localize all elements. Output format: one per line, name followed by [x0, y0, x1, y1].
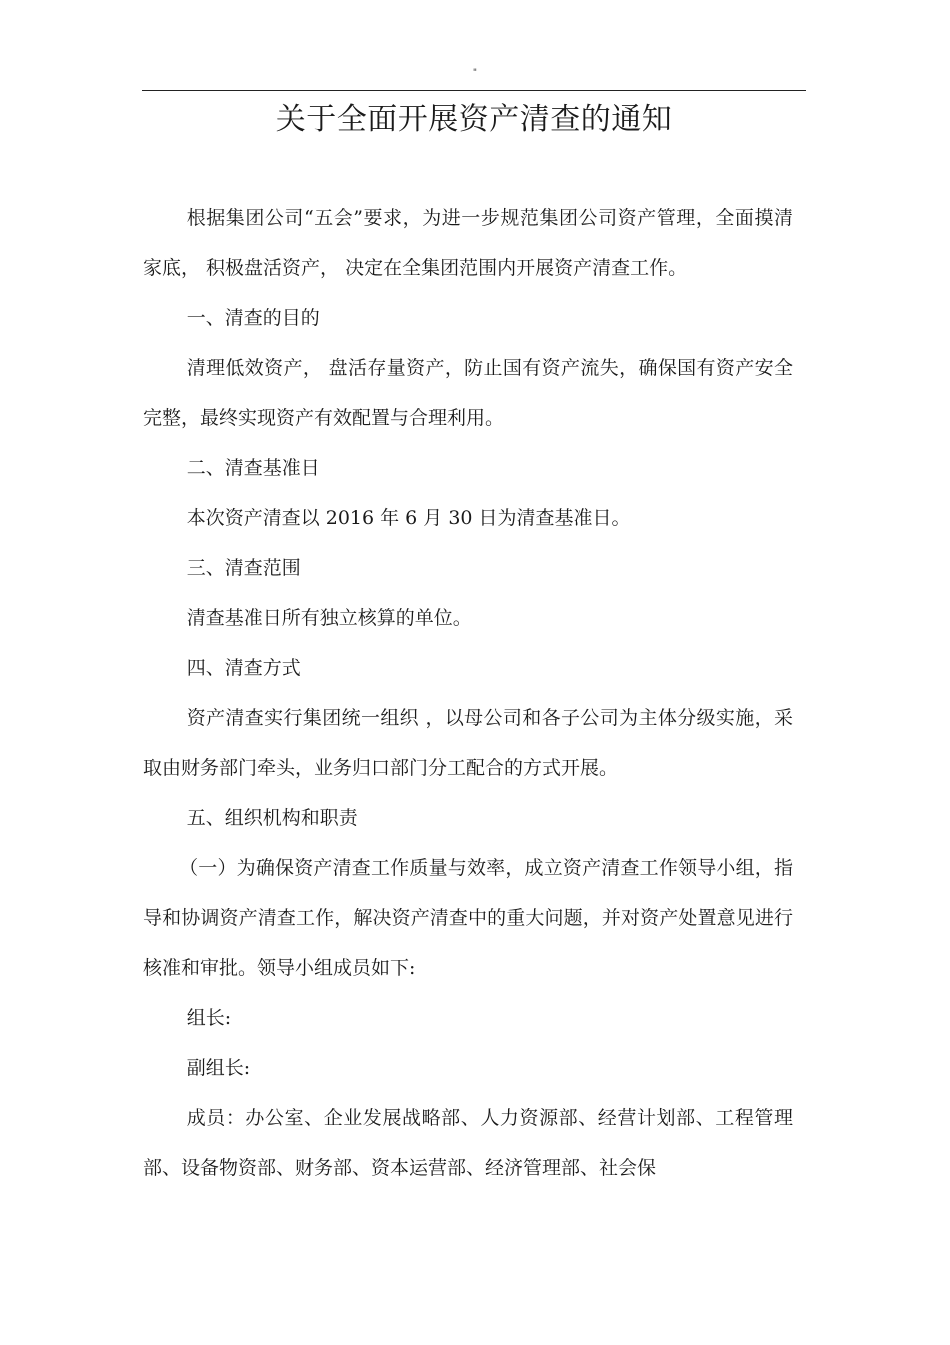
paragraph-leader: 组长: [186, 1007, 232, 1029]
paragraph-members: 成员：办公室、企业发展战略部、人力资源部、经营计划部、工程管理部、设备物资部、财务部、资本运营部、经济管理部、社会保 [143, 1107, 793, 1179]
section-heading-base-date: 二、清查基准日 [186, 457, 320, 479]
paragraph-purpose: 清理低效资产， 盘活存量资产，防止国有资产流失，确保国有资产安全完整，最终实现资产有效配置与合理利用。 [143, 357, 793, 429]
section-heading-organization: 五、组织机构和职责 [186, 807, 358, 829]
section-heading-purpose: 一、清查的目的 [186, 307, 320, 329]
header-mark: " [472, 68, 478, 78]
paragraph-organization: （一）为确保资产清查工作质量与效率，成立资产清查工作领导小组，指导和协调资产清查工作，解决资产清查中的重大问题，并对资产处置意见进行核准和审批。领导小组成员如下: [143, 857, 793, 979]
document-body [143, 193, 793, 1193]
paragraph-method: 资产清查实行集团统一组织 ，以母公司和各子公司为主体分级实施，采取由财务部门牵头，业务归口部门分工配合的方式开展。 [143, 707, 793, 779]
document-title: 关于全面开展资产清查的通知 [275, 102, 673, 137]
section-heading-method: 四、清查方式 [186, 657, 301, 679]
paragraph-deputy-leader: 副组长: [186, 1057, 251, 1079]
paragraph-intro: 根据集团公司“五会”要求，为进一步规范集团公司资产管理，全面摸清家底， 积极盘活资产， 决定在全集团范围内开展资产清查工作。 [143, 207, 793, 279]
header-rule [142, 90, 806, 91]
paragraph-scope: 清查基准日所有独立核算的单位。 [186, 607, 472, 629]
section-heading-scope: 三、清查范围 [186, 557, 301, 579]
paragraph-base-date: 本次资产清查以 2016 年 6 月 30 日为清查基准日。 [186, 507, 631, 529]
